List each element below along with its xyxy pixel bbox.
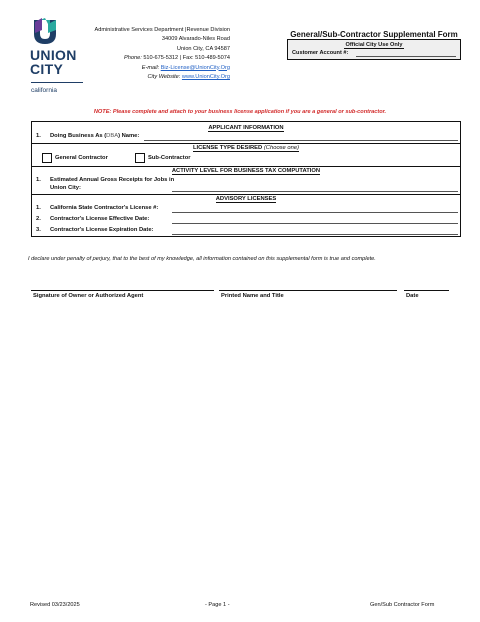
city-line: Union City, CA 94587 (176, 45, 230, 52)
email-label: E-mail: (141, 64, 160, 71)
divider (32, 166, 460, 167)
union-city-logo (30, 16, 90, 96)
advisory-header (32, 196, 460, 202)
website-line (90, 73, 230, 82)
license-type-header-text: LICENSE TYPE DESIRED (Choose one) (192, 145, 299, 151)
gross-receipts-number: 1. (36, 177, 41, 183)
declaration-text: I declare under penalty of perjury, that to the best of my knowledge, all information contained on this supplemental form is true and complete. (28, 256, 376, 262)
street-line: 34009 Alvarado-Niles Road (161, 36, 230, 43)
license-effective-date-input[interactable] (172, 223, 458, 224)
gross-receipts-input[interactable] (172, 191, 458, 192)
divider (32, 194, 460, 195)
phone-fax-separator: | (178, 55, 183, 62)
email-line (90, 64, 230, 73)
footer-form-name: Gen/Sub Contractor Form (370, 602, 435, 608)
advisory-header-text: ADVISORY LICENSES (215, 196, 277, 202)
customer-account-label: Customer Account #: (292, 50, 349, 56)
gross-receipts-label: 1. Estimated Annual Gross Receipts for Jobs in (36, 177, 175, 183)
logo-word-union: UNION (30, 47, 77, 63)
activity-header-text: ACTIVITY LEVEL FOR BUSINESS TAX COMPUTATION (171, 168, 321, 174)
footer-page-number: - Page 1 - (205, 602, 230, 608)
applicant-header-text: APPLICANT INFORMATION (208, 125, 284, 131)
official-use-header-text: Official City Use Only (345, 42, 403, 48)
official-use-header (288, 42, 460, 48)
logo-word-city: CITY (30, 61, 64, 77)
sub-contractor-label: Sub-Contractor (148, 155, 191, 161)
dba-input[interactable] (144, 140, 458, 141)
form-box (31, 121, 461, 237)
footer-revised: Revised 03/23/2025 (30, 602, 80, 608)
state-license-label: 1. California State Contractor's License #: (36, 205, 159, 211)
website-label: City Website: (147, 74, 181, 81)
phone-fax-line (90, 54, 230, 63)
department-line: Administrative Services Department |Revenue Division (94, 27, 230, 33)
date-label: Date (406, 293, 419, 299)
license-expiration-date-label: 3. Contractor's License Expiration Date: (36, 227, 154, 233)
sub-contractor-checkbox[interactable] (135, 153, 145, 163)
license-type-header (32, 145, 460, 151)
address-block (90, 26, 230, 82)
date-line[interactable] (404, 290, 449, 291)
customer-account-field[interactable] (356, 56, 456, 57)
logo-divider (31, 82, 83, 83)
gross-receipts-label-line2: Union City: (50, 185, 81, 191)
instruction-note: NOTE: Please complete and attach to your business license application if you are a general or sub-contractor. (93, 109, 387, 115)
license-expiration-date-input[interactable] (172, 234, 458, 235)
union-city-logo-mark-icon (32, 16, 58, 46)
phone-label: Phone: (124, 55, 142, 62)
owner-signature-label: Signature of Owner or Authorized Agent (33, 293, 144, 299)
dba-number: 1. (36, 133, 41, 139)
email-link[interactable]: Biz-License@UnionCity.Org (160, 64, 230, 71)
activity-header (32, 168, 460, 174)
general-contractor-checkbox[interactable] (42, 153, 52, 163)
divider (32, 143, 460, 144)
license-effective-date-label: 2. Contractor's License Effective Date: (36, 216, 150, 222)
logo-word-california: california (31, 87, 58, 94)
applicant-header (32, 125, 460, 131)
state-license-input[interactable] (172, 212, 458, 213)
official-use-box (287, 39, 461, 60)
dba-label: 1. Doing Business As (DBA) Name: (36, 133, 140, 139)
general-contractor-label: General Contractor (55, 155, 108, 161)
printed-name-line[interactable] (219, 290, 397, 291)
printed-name-label: Printed Name and Title (221, 293, 284, 299)
website-link[interactable]: www.UnionCity.Org (181, 74, 230, 81)
fax-number: Fax: 510-489-5074 (182, 55, 230, 62)
phone-number: 510-675-5312 (143, 55, 179, 62)
form-title: General/Sub-Contractor Supplemental Form (290, 30, 458, 39)
owner-signature-line[interactable] (31, 290, 214, 291)
